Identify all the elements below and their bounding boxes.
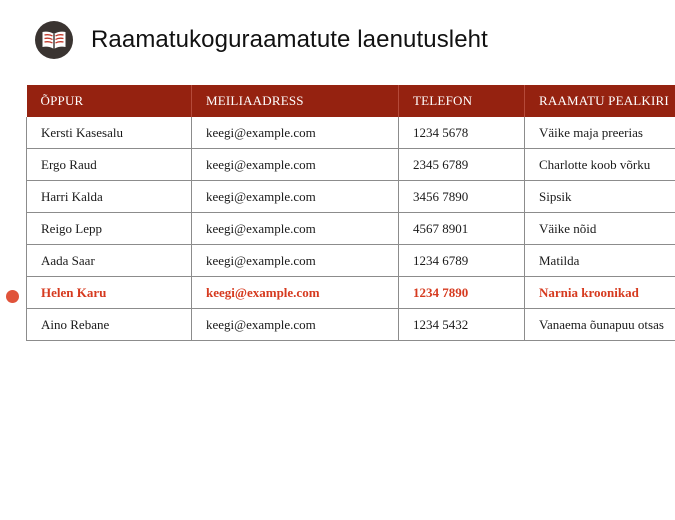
- cell-phone: 2345 6789: [399, 149, 525, 181]
- cell-phone: 1234 5678: [399, 117, 525, 149]
- table-row-highlighted: [27, 277, 675, 309]
- cell-email: keegi@example.com: [192, 277, 399, 309]
- table-row: [27, 245, 675, 277]
- cell-book-title: Sipsik: [525, 181, 675, 213]
- table-row: [27, 117, 675, 149]
- cell-email: keegi@example.com: [192, 213, 399, 245]
- cell-student: Reigo Lepp: [27, 213, 192, 245]
- table-header-row: [27, 85, 675, 117]
- cell-email: keegi@example.com: [192, 309, 399, 341]
- table-row: [27, 181, 675, 213]
- loan-table: [26, 85, 675, 341]
- table-row: [27, 213, 675, 245]
- table-row: [27, 309, 675, 341]
- column-header-student: ÕPPUR: [27, 85, 192, 117]
- cell-student: Aada Saar: [27, 245, 192, 277]
- cell-book-title: Charlotte koob võrku: [525, 149, 675, 181]
- table-row: [27, 149, 675, 181]
- cell-phone: 1234 6789: [399, 245, 525, 277]
- cell-book-title: Väike nõid: [525, 213, 675, 245]
- page-title: Raamatukoguraamatute laenutusleht: [91, 26, 488, 53]
- cell-email: keegi@example.com: [192, 245, 399, 277]
- open-book-icon: [35, 21, 73, 59]
- cell-phone: 3456 7890: [399, 181, 525, 213]
- column-header-book-title: RAAMATU PEALKIRI: [525, 85, 675, 117]
- cell-student: Aino Rebane: [27, 309, 192, 341]
- cell-book-title: Väike maja preerias: [525, 117, 675, 149]
- cell-email: keegi@example.com: [192, 149, 399, 181]
- page-header: [35, 20, 488, 60]
- cell-student: Harri Kalda: [27, 181, 192, 213]
- loan-table-container: [26, 85, 675, 341]
- column-header-email: MEILIAADRESS: [192, 85, 399, 117]
- column-header-phone: TELEFON: [399, 85, 525, 117]
- cell-student: Kersti Kasesalu: [27, 117, 192, 149]
- cell-email: keegi@example.com: [192, 117, 399, 149]
- cell-book-title: Narnia kroonikad: [525, 277, 675, 309]
- cell-phone: 1234 5432: [399, 309, 525, 341]
- cell-email: keegi@example.com: [192, 181, 399, 213]
- cell-book-title: Matilda: [525, 245, 675, 277]
- cell-student: Ergo Raud: [27, 149, 192, 181]
- cell-student: Helen Karu: [27, 277, 192, 309]
- cell-phone: 4567 8901: [399, 213, 525, 245]
- row-marker-dot: [6, 290, 19, 303]
- cell-book-title: Vanaema õunapuu otsas: [525, 309, 675, 341]
- cell-phone: 1234 7890: [399, 277, 525, 309]
